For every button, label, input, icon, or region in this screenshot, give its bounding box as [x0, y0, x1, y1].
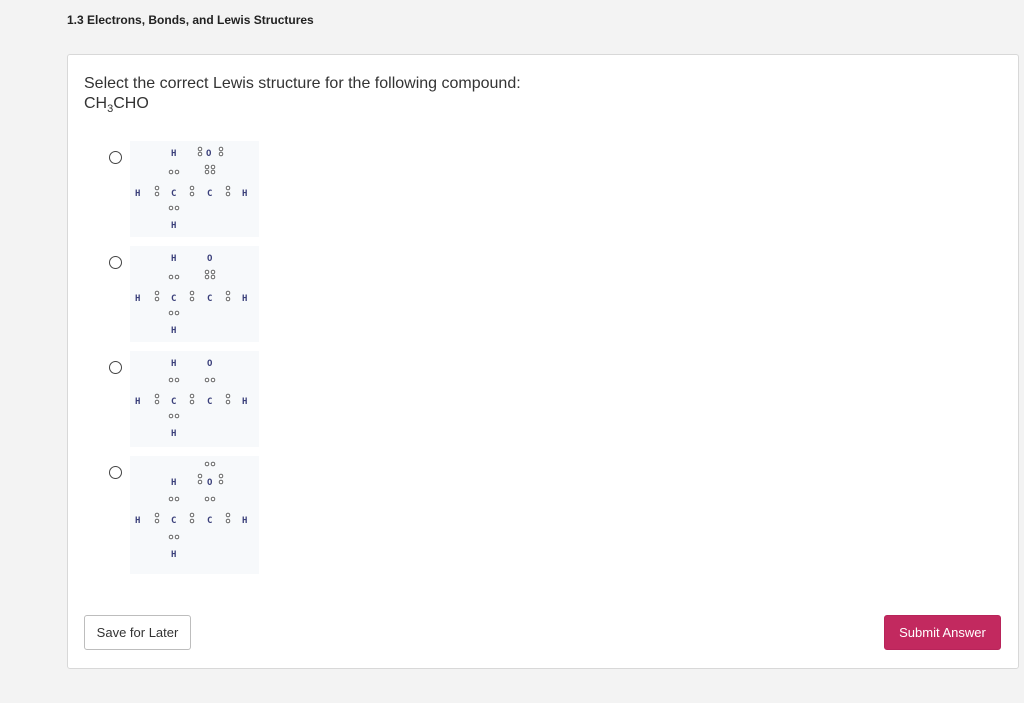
atom-h-right: H — [242, 294, 248, 304]
atom-h-right: H — [242, 397, 248, 407]
radio-button-1[interactable] — [109, 151, 122, 164]
question-card — [67, 54, 1019, 669]
formula-part-1: CH — [84, 95, 108, 112]
atom-c2: C — [207, 516, 213, 526]
atom-h-top: H — [171, 149, 177, 159]
atom-h-left: H — [135, 189, 141, 199]
atom-o: O — [207, 254, 213, 264]
atom-c1: C — [171, 516, 177, 526]
radio-button-2[interactable] — [109, 256, 122, 269]
atom-h-top: H — [171, 478, 177, 488]
atom-o: O — [207, 478, 213, 488]
atom-o: O — [207, 359, 213, 369]
atom-h-left: H — [135, 294, 141, 304]
radio-button-3[interactable] — [109, 361, 122, 374]
atom-c1: C — [171, 294, 177, 304]
atom-c2: C — [207, 397, 213, 407]
atom-c1: C — [171, 189, 177, 199]
atom-c1: C — [171, 397, 177, 407]
atom-o: O — [206, 149, 212, 159]
radio-button-4[interactable] — [109, 466, 122, 479]
submit-answer-button[interactable]: Submit Answer — [884, 615, 1001, 650]
atom-h-bottom: H — [171, 326, 177, 336]
compound-formula — [84, 95, 149, 115]
atom-h-bottom: H — [171, 221, 177, 231]
atom-c2: C — [207, 294, 213, 304]
atom-h-bottom: H — [171, 429, 177, 439]
atom-h-right: H — [242, 516, 248, 526]
atom-h-left: H — [135, 397, 141, 407]
atom-c2: C — [207, 189, 213, 199]
lewis-structure-2 — [130, 246, 259, 342]
lewis-structure-1 — [130, 141, 259, 237]
lewis-structure-4 — [130, 456, 259, 574]
atom-h-top: H — [171, 254, 177, 264]
atom-h-left: H — [135, 516, 141, 526]
formula-part-2: CHO — [113, 95, 149, 112]
atom-h-bottom: H — [171, 550, 177, 560]
lewis-structure-3 — [130, 351, 259, 447]
atom-h-top: H — [171, 359, 177, 369]
save-for-later-button[interactable]: Save for Later — [84, 615, 191, 650]
question-prompt: Select the correct Lewis structure for the following compound: — [84, 75, 521, 92]
atom-h-right: H — [242, 189, 248, 199]
formula-subscript: 3 — [107, 103, 114, 116]
section-title: 1.3 Electrons, Bonds, and Lewis Structures — [67, 13, 314, 27]
